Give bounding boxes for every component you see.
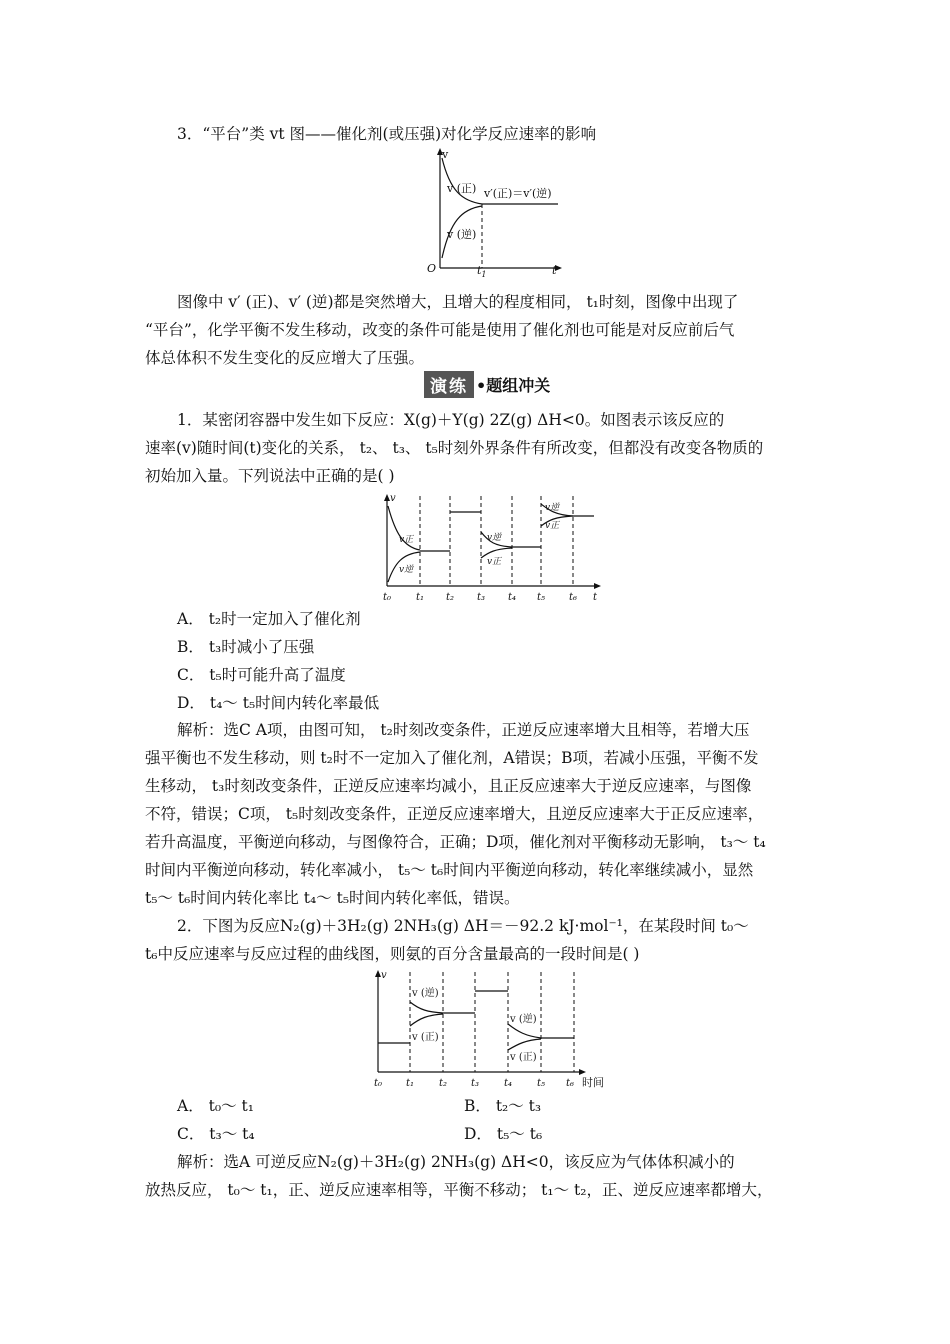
q1-option-b: B． t₃时减小了压强 — [177, 638, 315, 656]
q1-label-vni-2: v逆 — [487, 533, 502, 543]
q2-tick-t1: t₁ — [406, 1078, 415, 1089]
q1-label-vzheng-3: v正 — [545, 521, 560, 531]
q2-analysis-line2: 放热反应， t₀～ t₁，正、逆反应速率相等，平衡不移动； t₁～ t₂，正、逆反应速率都增大， — [145, 1181, 773, 1199]
q1-tick-t4: t₄ — [508, 592, 517, 603]
banner-box: 演练 — [424, 371, 474, 398]
q1-axis-v: v — [390, 493, 396, 504]
section3-para-line2: “平台”，化学平衡不发生移动，改变的条件可能是使用了催化剂也可能是对反应前后气 — [145, 321, 735, 339]
q1-stem-line1: 1．某密闭容器中发生如下反应：X(g)＋Y(g) 2Z(g) ΔH<0。如图表示该反应的 — [177, 411, 725, 429]
q1-analysis-line5: 若升高温度，平衡逆向移动，与图像符合，正确；D项，催化剂对平衡移动无影响， t₃～ t₄ — [145, 833, 766, 851]
q2-option-b: B． t₂～ t₃ — [464, 1097, 542, 1115]
q2-tick-t5: t₅ — [537, 1078, 546, 1089]
q1-stem-line3: 初始加入量。下列说法中正确的是( ) — [145, 467, 395, 485]
q1-analysis-line7: t₅～ t₆时间内转化率比 t₄～ t₅时间内转化率低，错误。 — [145, 889, 520, 907]
q2-option-a: A． t₀～ t₁ — [177, 1097, 254, 1115]
q1-label-vzheng-2: v正 — [487, 557, 502, 567]
q2-rate-time-figure — [370, 968, 610, 1090]
q1-option-c: C． t₅时可能升高了温度 — [177, 666, 346, 684]
label-v-reverse: v (逆) — [447, 228, 477, 241]
practice-banner — [424, 372, 550, 396]
q1-analysis-line3: 生移动， t₃时刻改变条件，正逆反应速率均减小，且正反应速率大于逆反应速率，与图像 — [145, 777, 752, 795]
q1-analysis-line2: 强平衡也不发生移动，则 t₂时不一定加入了催化剂，A错误；B项，若减小压强，平衡不发 — [145, 749, 759, 767]
q2-stem-line1: 2．下图为反应N₂(g)＋3H₂(g) 2NH₃(g) ΔH＝－92.2 kJ·mol⁻¹，在某段时间 t₀～ — [177, 917, 749, 935]
q2-analysis-line1: 解析：选A 可逆反应N₂(g)＋3H₂(g) 2NH₃(g) ΔH<0，该反应为气体体积减小的 — [177, 1153, 735, 1171]
q1-axis-t: t — [593, 592, 598, 603]
banner-text: •题组冲关 — [476, 375, 551, 395]
q1-label-vni-3: v逆 — [545, 503, 560, 513]
q1-label-vni-1: v逆 — [399, 565, 414, 575]
q1-analysis-line1: 解析：选C A项，由图可知， t₂时刻改变条件，正逆反应速率增大且相等，若增大压 — [177, 721, 750, 739]
q1-tick-t2: t₂ — [446, 592, 455, 603]
q1-option-d: D． t₄～ t₅时间内转化率最低 — [177, 694, 380, 712]
label-v-forward: v (正) — [447, 182, 477, 195]
q2-label-vni-1: v (逆) — [412, 988, 439, 999]
q1-tick-t3: t₃ — [477, 592, 486, 603]
q2-tick-t2: t₂ — [439, 1078, 448, 1089]
q2-axis-time: 时间 — [582, 1076, 604, 1089]
q1-stem-line2: 速率(v)随时间(t)变化的关系， t₂、 t₃、 t₅时刻外界条件有所改变，但都没有改变各物质的 — [145, 439, 764, 457]
q1-tick-t6: t₆ — [569, 592, 578, 603]
q2-tick-t3: t₃ — [471, 1078, 480, 1089]
q1-analysis-line6: 时间内平衡逆向移动，转化率减小， t₅～ t₆时间内平衡逆向移动，转化率继续减小，显然 — [145, 861, 754, 879]
platform-vt-figure — [422, 146, 562, 279]
q2-tick-t4: t₄ — [504, 1078, 513, 1089]
section3-title: 3．“平台”类 vt 图——催化剂(或压强)对化学反应速率的影响 — [177, 125, 597, 143]
axis-t-label: t — [552, 264, 557, 277]
q1-option-a: A． t₂时一定加入了催化剂 — [177, 610, 361, 628]
section3-para-line3: 体总体积不发生变化的反应增大了压强。 — [145, 349, 425, 367]
q2-label-vzheng-2: v (正) — [510, 1052, 537, 1063]
section3-para-line1: 图像中 v′ (正)、v′ (逆)都是突然增大，且增大的程度相同， t₁时刻，图像中出现了 — [177, 293, 739, 311]
q2-option-d: D． t₅～ t₆ — [464, 1125, 543, 1143]
q2-label-vzheng-1: v (正) — [412, 1032, 439, 1043]
q2-label-vni-2: v (逆) — [510, 1014, 537, 1025]
origin-label: O — [427, 262, 437, 275]
q2-tick-t0: t₀ — [374, 1078, 383, 1089]
q2-stem-line2: t₆中反应速率与反应过程的曲线图，则氨的百分含量最高的一段时间是( ) — [145, 945, 640, 963]
axis-v-label: v — [442, 148, 449, 161]
q1-tick-t1: t₁ — [416, 592, 425, 603]
label-v-equal: v′(正)＝v′(逆) — [484, 187, 552, 200]
q1-tick-t5: t₅ — [537, 592, 546, 603]
q2-option-c: C． t₃～ t₄ — [177, 1125, 255, 1143]
q2-axis-v: v — [381, 970, 387, 981]
q2-tick-t6: t₆ — [566, 1078, 575, 1089]
q1-analysis-line4: 不符，错误；C项， t₅时刻改变条件，正逆反应速率增大，且逆反应速率大于正反应速率， — [145, 805, 764, 823]
q1-rate-time-figure — [375, 492, 605, 604]
q1-label-vzheng-1: v正 — [399, 535, 414, 545]
q1-tick-t0: t₀ — [383, 592, 392, 603]
tick-t1: $t_1$ — [477, 264, 487, 279]
